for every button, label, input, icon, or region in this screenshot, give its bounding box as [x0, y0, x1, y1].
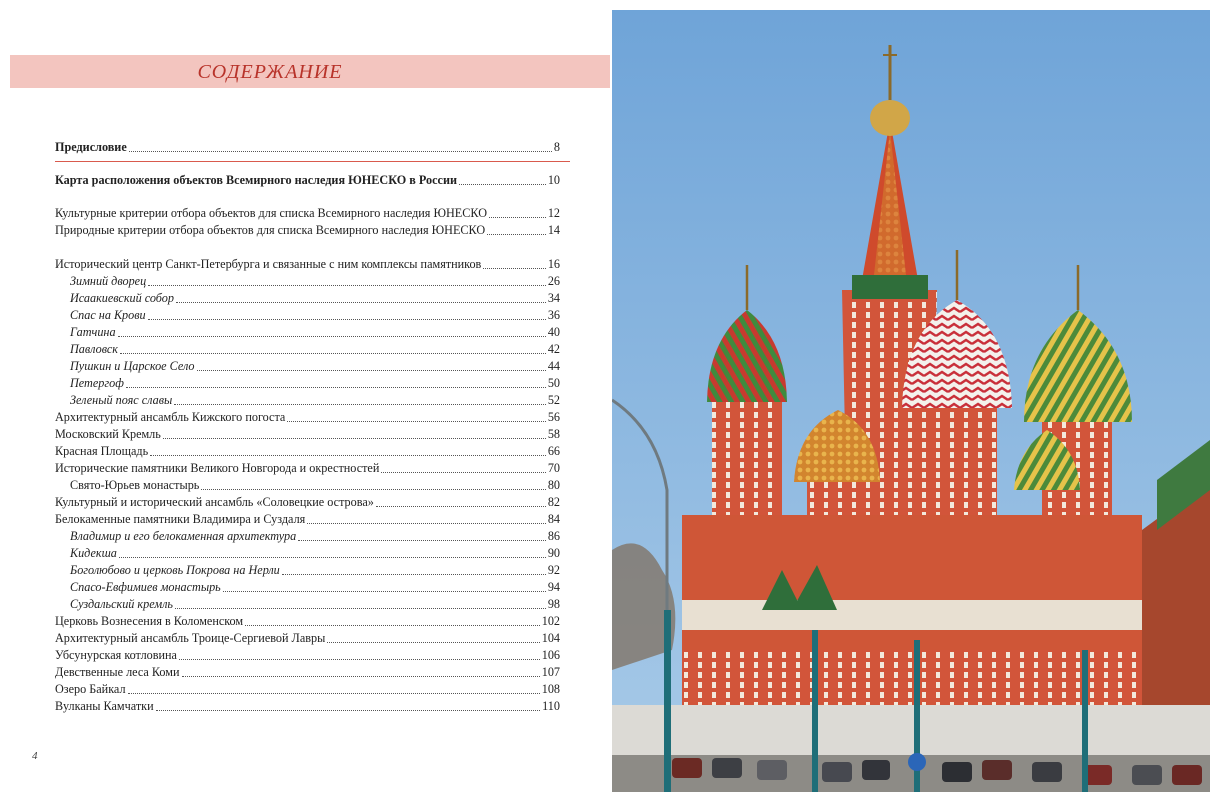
toc-leader — [182, 676, 540, 677]
toc-subentry[interactable] — [55, 595, 560, 612]
toc-leader — [179, 659, 540, 660]
toc-leader — [176, 302, 546, 303]
toc-entry[interactable] — [55, 697, 560, 714]
toc-entry-page: 8 — [553, 140, 560, 154]
toc-entry-label: Архитектурный ансамбль Троице-Сергиевой Лавры — [55, 631, 326, 645]
toc-entry-label: Исторический центр Санкт-Петербурга и связанные с ним комплексы памятников — [55, 257, 482, 271]
toc-entry-label: Исторические памятники Великого Новгорода и окрестностей — [55, 461, 380, 475]
toc-subentry[interactable] — [55, 306, 560, 323]
toc-entry-page: 82 — [547, 495, 560, 509]
toc-entry-label: Московский Кремль — [55, 427, 161, 441]
toc-entry-label: Архитектурный ансамбль Кижского погоста — [55, 410, 286, 424]
toc-entry-label: Девственные леса Коми — [55, 665, 180, 679]
toc-entry-label: Спас на Крови — [70, 308, 146, 322]
toc-entry-label: Вулканы Камчатки — [55, 699, 154, 713]
toc-entry-label: Озеро Байкал — [55, 682, 126, 696]
toc-entry[interactable] — [55, 493, 560, 510]
toc-subentry[interactable] — [55, 578, 560, 595]
toc-entry[interactable] — [55, 138, 560, 155]
toc-entry-page: 42 — [547, 342, 560, 356]
toc-leader — [126, 387, 546, 388]
toc-entry-page: 86 — [547, 529, 560, 543]
toc-entry-page: 94 — [547, 580, 560, 594]
toc-entry-page: 66 — [547, 444, 560, 458]
toc-entry-label: Боголюбово и церковь Покрова на Нерли — [70, 563, 280, 577]
toc-leader — [282, 574, 546, 575]
toc-entry-label: Свято-Юрьев монастырь — [70, 478, 200, 492]
toc-leader — [156, 710, 541, 711]
toc-entry-label: Павловск — [70, 342, 118, 356]
toc-subentry[interactable] — [55, 544, 560, 561]
toc-subentry[interactable] — [55, 476, 560, 493]
toc-subentry[interactable] — [55, 340, 560, 357]
toc-leader — [128, 693, 540, 694]
toc-leader — [163, 438, 546, 439]
toc-entry-page: 50 — [547, 376, 560, 390]
toc-entry-page: 106 — [541, 648, 560, 662]
toc-entry-label: Зеленый пояс славы — [70, 393, 173, 407]
toc-entry-label: Белокаменные памятники Владимира и Суздаля — [55, 512, 306, 526]
toc-entry[interactable] — [55, 663, 560, 680]
toc-entry-page: 110 — [542, 699, 560, 713]
toc-leader — [483, 268, 545, 269]
toc-entry[interactable] — [55, 680, 560, 697]
toc-leader — [459, 184, 546, 185]
toc-leader — [118, 336, 546, 337]
toc-entry[interactable] — [55, 612, 560, 629]
toc-subentry[interactable] — [55, 357, 560, 374]
toc-entry[interactable] — [55, 204, 560, 221]
toc-entry-page: 98 — [547, 597, 560, 611]
toc-entry-page: 70 — [547, 461, 560, 475]
toc-subentry[interactable] — [55, 289, 560, 306]
toc-leader — [129, 151, 552, 152]
toc-entry-page: 84 — [547, 512, 560, 526]
toc-leader — [148, 285, 546, 286]
toc-entry-label: Церковь Вознесения в Коломенском — [55, 614, 244, 628]
toc-entry-page: 80 — [547, 478, 560, 492]
cathedral-photo — [612, 10, 1210, 792]
toc-entry-label: Убсунурская котловина — [55, 648, 177, 662]
toc-entry-page: 92 — [547, 563, 560, 577]
toc-leader — [287, 421, 545, 422]
toc-leader — [489, 217, 546, 218]
toc-entry[interactable] — [55, 221, 560, 238]
toc-leader — [376, 506, 546, 507]
toc-subentry[interactable] — [55, 561, 560, 578]
toc-entry-page: 58 — [547, 427, 560, 441]
toc-entry[interactable] — [55, 629, 560, 646]
toc-entry-page: 10 — [547, 173, 560, 187]
toc-entry-label: Зимний дворец — [70, 274, 147, 288]
toc-entry[interactable] — [55, 408, 560, 425]
page-title: СОДЕРЖАНИЕ — [197, 61, 343, 83]
toc-entry-label: Исаакиевский собор — [70, 291, 174, 305]
toc-entry-page: 108 — [541, 682, 560, 696]
toc-entry-label: Карта расположения объектов Всемирного наследия ЮНЕСКО в России — [55, 173, 458, 187]
toc-entry[interactable] — [55, 255, 560, 272]
toc-entry-label: Пушкин и Царское Село — [70, 359, 195, 373]
toc-entry[interactable] — [55, 171, 560, 188]
toc-entry[interactable] — [55, 646, 560, 663]
toc-entry[interactable] — [55, 442, 560, 459]
toc-entry-page: 12 — [547, 206, 560, 220]
toc-entry[interactable] — [55, 459, 560, 476]
toc-subentry[interactable] — [55, 527, 560, 544]
toc-leader — [120, 353, 546, 354]
page-number: 4 — [32, 750, 38, 762]
toc-leader — [487, 234, 546, 235]
toc-entry-label: Культурные критерии отбора объектов для списка Всемирного наследия ЮНЕСКО — [55, 206, 487, 220]
toc-leader — [175, 608, 546, 609]
toc-entry-page: 40 — [547, 325, 560, 339]
toc-entry-page: 90 — [547, 546, 560, 560]
toc-entry-page: 26 — [547, 274, 560, 288]
toc-leader — [119, 557, 546, 558]
toc-leader — [197, 370, 546, 371]
toc-entry-label: Спасо-Евфимиев монастырь — [70, 580, 221, 594]
toc-leader — [201, 489, 545, 490]
toc-leader — [307, 523, 546, 524]
toc-leader — [223, 591, 546, 592]
toc-leader — [327, 642, 539, 643]
toc-leader — [298, 540, 546, 541]
toc-leader — [148, 319, 546, 320]
toc-entry-page: 34 — [547, 291, 560, 305]
toc-entry[interactable] — [55, 425, 560, 442]
toc-subentry[interactable] — [55, 323, 560, 340]
toc-subentry[interactable] — [55, 272, 560, 289]
toc-entry[interactable] — [55, 510, 560, 527]
toc-subentry[interactable] — [55, 374, 560, 391]
toc-entry-label: Гатчина — [70, 325, 116, 339]
toc-entry-label: Предисловие — [55, 140, 127, 154]
toc-entry-page: 36 — [547, 308, 560, 322]
toc-leader — [381, 472, 545, 473]
toc-entry-label: Природные критерии отбора объектов для списка Всемирного наследия ЮНЕСКО — [55, 223, 486, 237]
toc-entry-label: Красная Площадь — [55, 444, 149, 458]
toc-leader — [245, 625, 540, 626]
toc-entry-page: 52 — [547, 393, 560, 407]
toc-entry-page: 107 — [541, 665, 560, 679]
toc-entry-page: 56 — [547, 410, 560, 424]
toc-leader — [174, 404, 546, 405]
toc-subentry[interactable] — [55, 391, 560, 408]
toc-divider — [55, 161, 570, 162]
toc-entry-page: 44 — [547, 359, 560, 373]
title-band — [10, 55, 610, 88]
toc-entry-page: 102 — [541, 614, 560, 628]
toc-entry-page: 16 — [547, 257, 560, 271]
toc-entry-page: 14 — [547, 223, 560, 237]
toc-entry-label: Петергоф — [70, 376, 124, 390]
toc-leader — [150, 455, 546, 456]
toc-entry-label: Культурный и исторический ансамбль «Соловецкие острова» — [55, 495, 374, 509]
toc-entry-label: Владимир и его белокаменная архитектура — [70, 529, 297, 543]
right-page — [610, 0, 1220, 802]
toc-entry-label: Кидекша — [70, 546, 117, 560]
toc-entry-page: 104 — [541, 631, 560, 645]
toc-entry-label: Суздальский кремль — [70, 597, 173, 611]
